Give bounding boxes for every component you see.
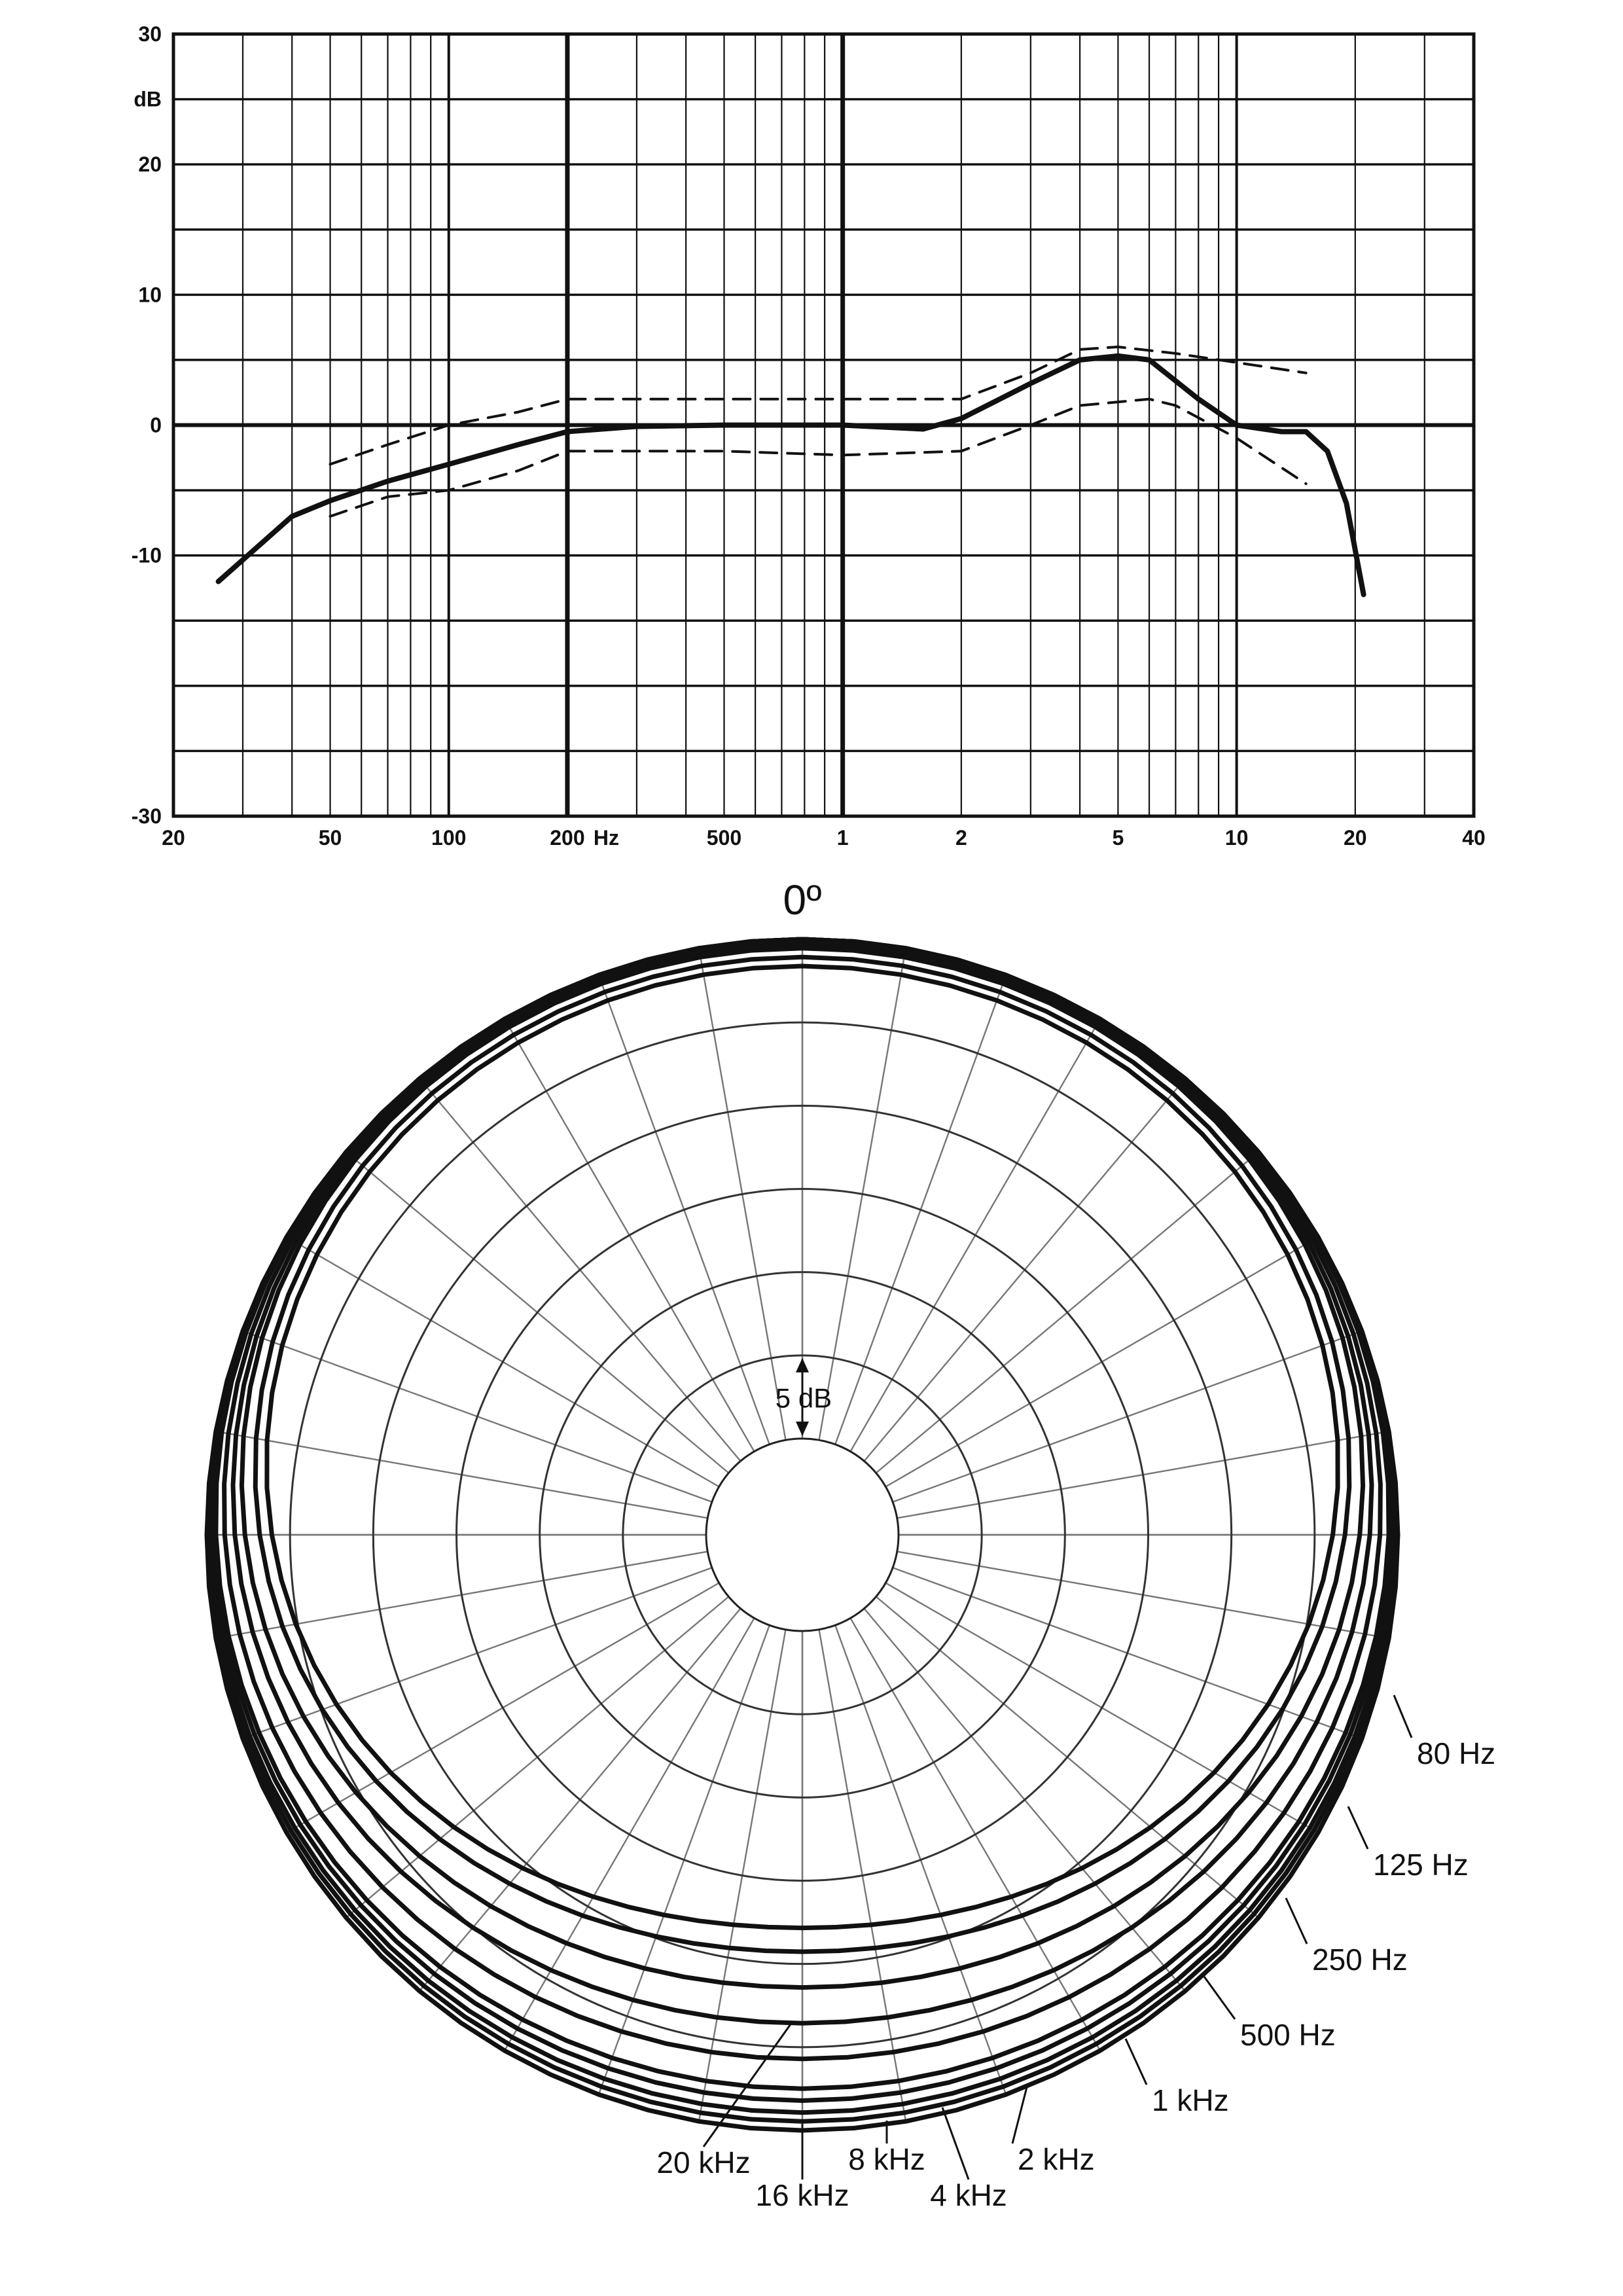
polar-leader-line xyxy=(1348,1806,1368,1849)
frequency-response-chart xyxy=(132,22,1486,850)
x-tick-label: 10 xyxy=(1224,826,1249,850)
y-tick-label: 30 xyxy=(138,22,162,46)
polar-angle-label: 0º xyxy=(783,876,822,924)
polar-inner-ring xyxy=(706,1439,899,1631)
y-tick-label: 20 xyxy=(138,152,162,177)
x-tick-label: 50 xyxy=(318,826,342,850)
x-tick-label: 5 xyxy=(1112,826,1124,850)
response-series-line-1 xyxy=(219,356,1364,595)
polar-series-label: 250 Hz xyxy=(1312,1943,1408,1977)
polar-series-label: 16 kHz xyxy=(755,2178,849,2212)
x-tick-label: 200 xyxy=(550,826,585,850)
polar-scale-label: 5 dB xyxy=(775,1382,832,1414)
y-tick-label: -30 xyxy=(131,804,162,828)
x-tick-label: 20 xyxy=(162,826,185,850)
polar-series-label: 500 Hz xyxy=(1240,2018,1336,2052)
y-unit-label: dB xyxy=(134,87,162,111)
y-tick-label: 10 xyxy=(138,283,162,307)
polar-series-label: 2 kHz xyxy=(1018,2142,1095,2176)
x-tick-label: 20 xyxy=(1344,826,1367,850)
x-tick-label: 2 xyxy=(955,826,967,850)
polar-leader-line xyxy=(1012,2085,1027,2144)
x-tick-label: 40 xyxy=(1462,826,1486,850)
polar-series-label: 1 kHz xyxy=(1152,2083,1229,2117)
x-tick-label: 1 xyxy=(836,826,849,850)
polar-series-label: 20 kHz xyxy=(656,2145,751,2179)
polar-leader-line xyxy=(1394,1695,1412,1738)
y-tick-label: -10 xyxy=(131,543,162,567)
polar-scale-arrow-down xyxy=(796,1422,809,1436)
polar-pattern-chart xyxy=(207,876,1495,2212)
polar-leader-line xyxy=(1126,2039,1147,2085)
polar-series-label: 8 kHz xyxy=(848,2142,925,2176)
x-tick-label: 100 xyxy=(431,826,467,850)
polar-series-label: 4 kHz xyxy=(930,2178,1007,2212)
response-tick-labels xyxy=(132,22,1486,850)
response-series-line-2 xyxy=(330,347,1306,464)
polar-series-label: 80 Hz xyxy=(1417,1736,1496,1770)
x-unit-label: Hz xyxy=(593,826,620,850)
polar-leader-line xyxy=(1204,1977,1235,2019)
response-series xyxy=(219,347,1364,594)
polar-series-label: 125 Hz xyxy=(1373,1848,1469,1882)
y-tick-label: 0 xyxy=(150,413,162,437)
polar-leader-line xyxy=(942,2108,969,2179)
x-tick-label: 500 xyxy=(706,826,742,850)
polar-leader-line xyxy=(1286,1898,1307,1944)
polar-scale-arrow-up xyxy=(796,1358,809,1372)
